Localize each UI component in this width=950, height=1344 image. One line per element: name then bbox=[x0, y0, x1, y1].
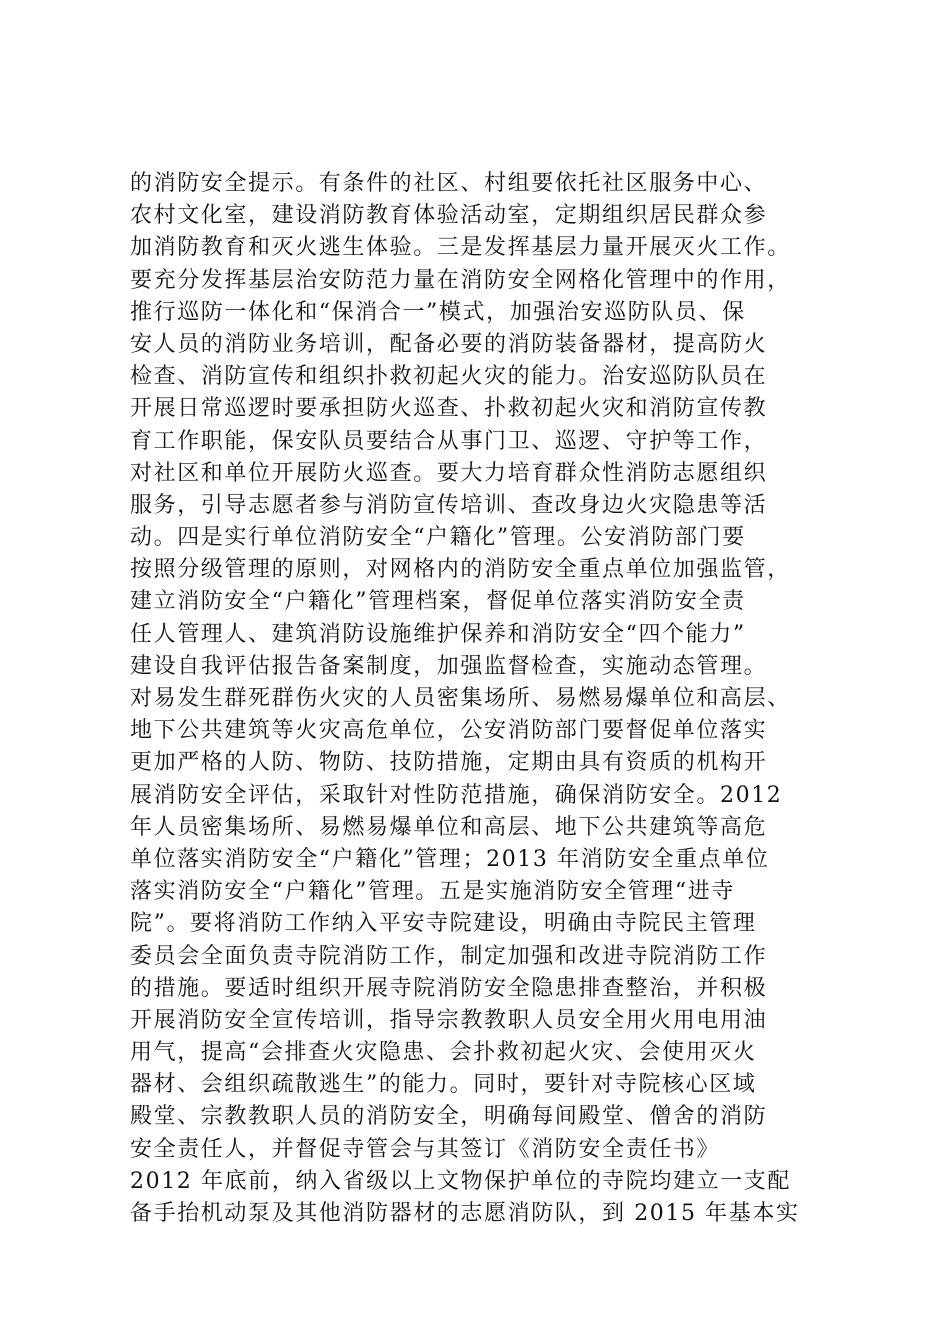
text-line: 委员会全面负责寺院消防工作，制定加强和改进寺院消防工作 bbox=[130, 943, 768, 969]
text-line: 更加严格的人防、物防、技防措施，定期由具有资质的机构开 bbox=[130, 750, 768, 776]
text-line: 备手抬机动泵及其他消防器材的志愿消防队，到 2015 年基本实 bbox=[130, 1201, 800, 1226]
text-line: 安全责任人，并督促寺管会与其签订《消防安全责任书》 bbox=[130, 1136, 721, 1162]
text-line: 推行巡防一体化和“保消合一”模式，加强治安巡防队员、保 bbox=[130, 299, 746, 325]
text-line: 开展消防安全宣传培训，指导宗教教职人员安全用火用电用油 bbox=[130, 1007, 768, 1033]
text-line: 农村文化室，建设消防教育体验活动室，定期组织居民群众参 bbox=[130, 203, 768, 229]
text-line: 用气，提高“会排查火灾隐患、会扑救初起火灾、会使用灭火 bbox=[130, 1040, 757, 1066]
text-line: 对社区和单位开展防火巡查。要大力培育群众性消防志愿组织 bbox=[130, 460, 768, 486]
text-line: 安人员的消防业务培训，配备必要的消防装备器材，提高防火 bbox=[130, 331, 768, 357]
text-line: 的措施。要适时组织开展寺院消防安全隐患排查整治，并积极 bbox=[130, 975, 768, 1001]
text-line: 年人员密集场所、易燃易爆单位和高层、地下公共建筑等高危 bbox=[130, 814, 768, 840]
text-line: 地下公共建筑等火灾高危单位，公安消防部门要督促单位落实 bbox=[130, 718, 768, 744]
text-line: 殿堂、宗教教职人员的消防安全，明确每间殿堂、僧舍的消防 bbox=[130, 1104, 768, 1130]
body-text bbox=[130, 168, 850, 1230]
text-line: 按照分级管理的原则，对网格内的消防安全重点单位加强监管， bbox=[130, 557, 791, 583]
text-line: 器材、会组织疏散逃生”的能力。同时，要针对寺院核心区域 bbox=[130, 1072, 757, 1098]
text-line: 展消防安全评估，采取针对性防范措施，确保消防安全。2012 bbox=[130, 782, 783, 808]
text-line: 要充分发挥基层治安防范力量在消防安全网格化管理中的作用， bbox=[130, 267, 791, 293]
text-line: 落实消防安全“户籍化”管理。五是实施消防安全管理“进寺 bbox=[130, 879, 735, 905]
text-line: 2012 年底前，纳入省级以上文物保护单位的寺院均建立一支配 bbox=[130, 1168, 791, 1194]
text-line: 的消防安全提示。有条件的社区、村组要依托社区服务中心、 bbox=[130, 171, 768, 196]
text-line: 院”。要将消防工作纳入平安寺院建设，明确由寺院民主管理 bbox=[130, 911, 757, 937]
text-line: 单位落实消防安全“户籍化”管理；2013 年消防安全重点单位 bbox=[130, 846, 770, 872]
text-line: 加消防教育和灭火逃生体验。三是发挥基层力量开展灭火工作。 bbox=[130, 235, 791, 261]
text-line: 建设自我评估报告备案制度，加强监督检查，实施动态管理。 bbox=[130, 653, 768, 679]
text-line: 检查、消防宣传和组织扑救初起火灾的能力。治安巡防队员在 bbox=[130, 364, 768, 390]
text-line: 开展日常巡逻时要承担防火巡查、扑救初起火灾和消防宣传教 bbox=[130, 396, 768, 422]
text-line: 任人管理人、建筑消防设施维护保养和消防安全“四个能力” bbox=[130, 621, 746, 647]
text-line: 建立消防安全“户籍化”管理档案，督促单位落实消防安全责 bbox=[130, 589, 746, 615]
text-line: 对易发生群死群伤火灾的人员密集场所、易燃易爆单位和高层、 bbox=[130, 686, 791, 711]
text-line: 动。四是实行单位消防安全“户籍化”管理。公安消防部门要 bbox=[130, 525, 746, 551]
text-line: 服务，引导志愿者参与消防宣传培训、查改身边火灾隐患等活 bbox=[130, 492, 768, 518]
text-line: 育工作职能，保安队员要结合从事门卫、巡逻、守护等工作， bbox=[130, 428, 768, 454]
